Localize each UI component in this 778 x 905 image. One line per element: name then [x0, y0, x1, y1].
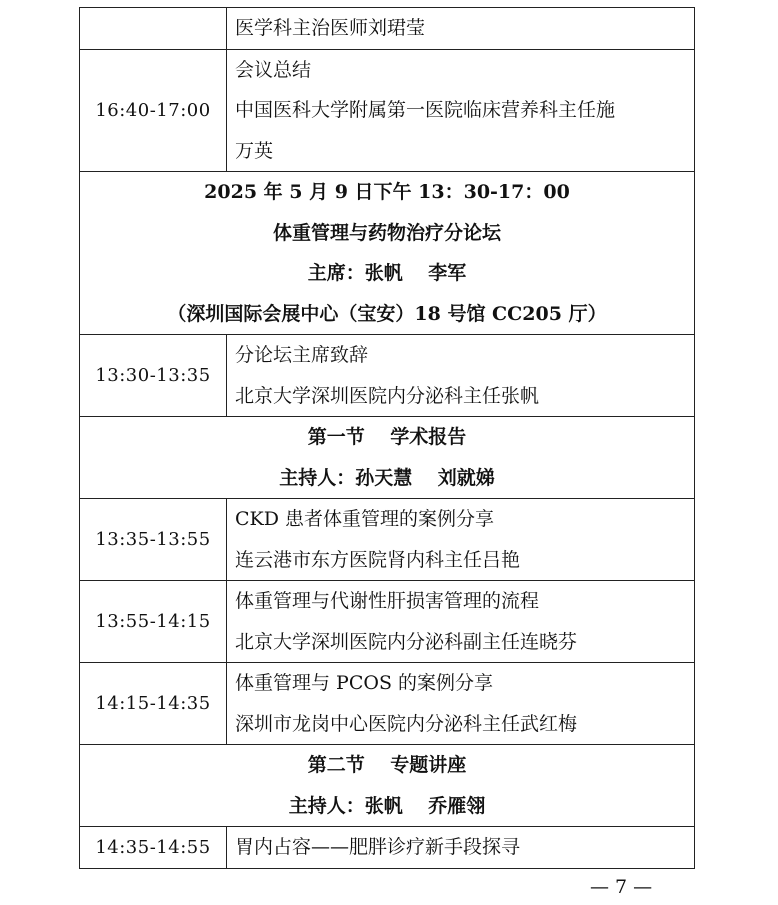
section-hosts: 主持人：张帆 乔雁翎	[288, 794, 486, 817]
section-header-row	[80, 745, 695, 827]
speaker-line: 中国医科大学附属第一医院临床营养科主任施	[235, 99, 616, 121]
table-row	[80, 335, 695, 417]
speaker-line-continued: 万英	[235, 139, 274, 162]
time-cell: 14:35-14:55	[80, 827, 227, 869]
section-header-row	[80, 417, 695, 499]
table-row	[80, 49, 695, 172]
table-row	[80, 499, 695, 581]
forum-datetime: 2025 年 5 月 9 日下午 13：30-17：00	[204, 181, 570, 203]
topic-line: 会议总结	[235, 58, 312, 81]
forum-chairs: 主席：张帆 李军	[307, 262, 467, 284]
forum-venue: （深圳国际会展中心（宝安）18 号馆 CC205 厅）	[167, 302, 607, 325]
time-cell: 14:15-14:35	[80, 663, 227, 745]
speaker-line: 北京大学深圳医院内分泌科副主任连晓芬	[235, 630, 578, 653]
content-cell	[227, 581, 695, 663]
time-cell: 13:35-13:55	[80, 499, 227, 581]
speaker-line: 深圳市龙岗中心医院内分泌科主任武红梅	[235, 712, 578, 735]
content-cell	[227, 49, 695, 172]
content-cell	[227, 8, 695, 50]
topic-line: 胃内占容——肥胖诊疗新手段探寻	[235, 836, 521, 858]
section-title: 第二节 专题讲座	[307, 754, 467, 776]
content-cell	[227, 499, 695, 581]
table-row	[80, 663, 695, 745]
section-header	[80, 745, 695, 827]
topic-line: 体重管理与代谢性肝损害管理的流程	[235, 590, 540, 612]
time-cell: 13:55-14:15	[80, 581, 227, 663]
forum-title: 体重管理与药物治疗分论坛	[272, 221, 501, 244]
speaker-line: 连云港市东方医院肾内科主任吕艳	[235, 548, 521, 571]
time-cell: 16:40-17:00	[80, 49, 227, 172]
time-cell: 13:30-13:35	[80, 335, 227, 417]
table-row	[80, 581, 695, 663]
page-number: — 7 —	[590, 876, 653, 898]
content-cell	[227, 827, 695, 869]
speaker-line: 医学科主治医师刘珺莹	[235, 17, 426, 39]
time-cell	[80, 8, 227, 50]
forum-header-row	[80, 172, 695, 335]
forum-header	[80, 172, 695, 335]
section-title: 第一节 学术报告	[307, 426, 467, 448]
speaker-line: 北京大学深圳医院内分泌科主任张帆	[235, 384, 540, 407]
content-cell	[227, 335, 695, 417]
table-row	[80, 827, 695, 869]
topic-line: 分论坛主席致辞	[235, 344, 369, 366]
topic-line: CKD 患者体重管理的案例分享	[235, 508, 495, 530]
content-cell	[227, 663, 695, 745]
section-hosts: 主持人：孙天慧 刘就娣	[279, 466, 495, 489]
schedule-table	[79, 7, 695, 869]
table-row	[80, 8, 695, 50]
section-header	[80, 417, 695, 499]
topic-line: 体重管理与 PCOS 的案例分享	[235, 672, 493, 694]
